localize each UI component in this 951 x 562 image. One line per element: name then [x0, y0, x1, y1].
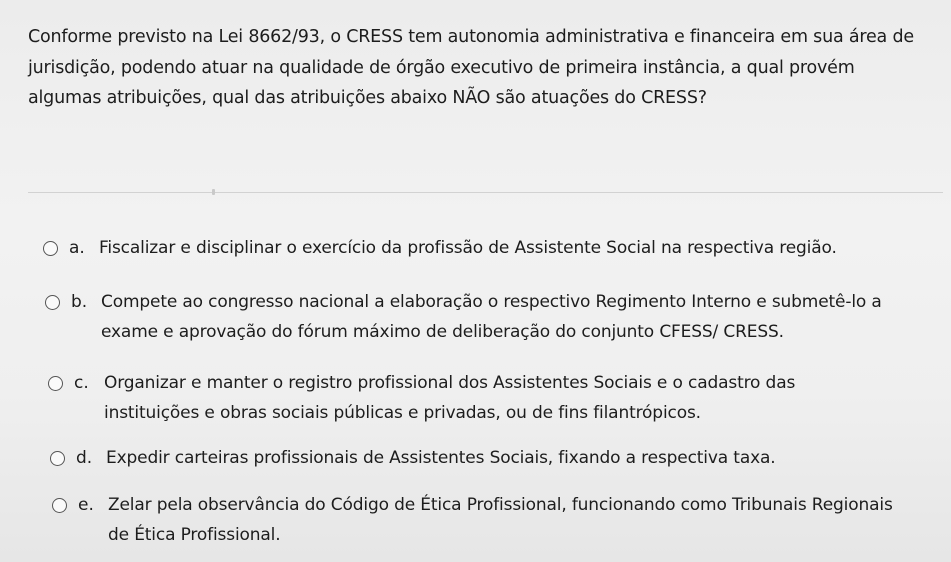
question-text: Conforme previsto na Lei 8662/93, o CRESS tem autonomia administrativa e financeira em sua área de jurisdição, podendo atuar na qualidade de órgão executivo de primeira instância, a qual provém algumas atribuições, qual das atribuições abaixo NÃO são atuações do CRESS? [28, 27, 914, 108]
radio-option-d[interactable] [50, 451, 65, 466]
radio-option-c[interactable] [48, 376, 63, 391]
option-b[interactable] [45, 290, 943, 347]
option-d-letter: d. [76, 448, 93, 468]
radio-option-b[interactable] [45, 295, 60, 310]
option-d-text[interactable]: Expedir carteiras profissionais de Assistentes Sociais, fixando a respectiva taxa. [106, 448, 776, 468]
option-a-letter: a. [69, 238, 85, 258]
option-b-letter: b. [71, 292, 88, 312]
option-a[interactable] [43, 236, 943, 263]
option-c-letter: c. [74, 373, 89, 393]
option-e-text[interactable]: Zelar pela observância do Código de Ética Profissional, funcionando como Tribunais Regionais de Ética Profissional. [108, 495, 893, 545]
option-a-text[interactable]: Fiscalizar e disciplinar o exercício da profissão de Assistente Social na respectiva região. [99, 238, 837, 258]
option-e[interactable] [52, 493, 942, 550]
radio-option-e[interactable] [52, 498, 67, 513]
radio-option-a[interactable] [43, 241, 58, 256]
option-c[interactable] [48, 371, 938, 428]
option-b-text[interactable]: Compete ao congresso nacional a elaboração o respectivo Regimento Interno e submetê-lo a exame e aprovação do fórum máximo de deliberação do conjunto CFESS/ CRESS. [101, 292, 882, 342]
option-e-letter: e. [78, 495, 94, 515]
option-d[interactable] [50, 446, 940, 473]
option-c-text[interactable]: Organizar e manter o registro profissional dos Assistentes Sociais e o cadastro das instituições e obras sociais públicas e privadas, ou de fins filantrópicos. [104, 373, 796, 423]
divider-marker [212, 189, 215, 195]
question-divider [28, 192, 943, 193]
